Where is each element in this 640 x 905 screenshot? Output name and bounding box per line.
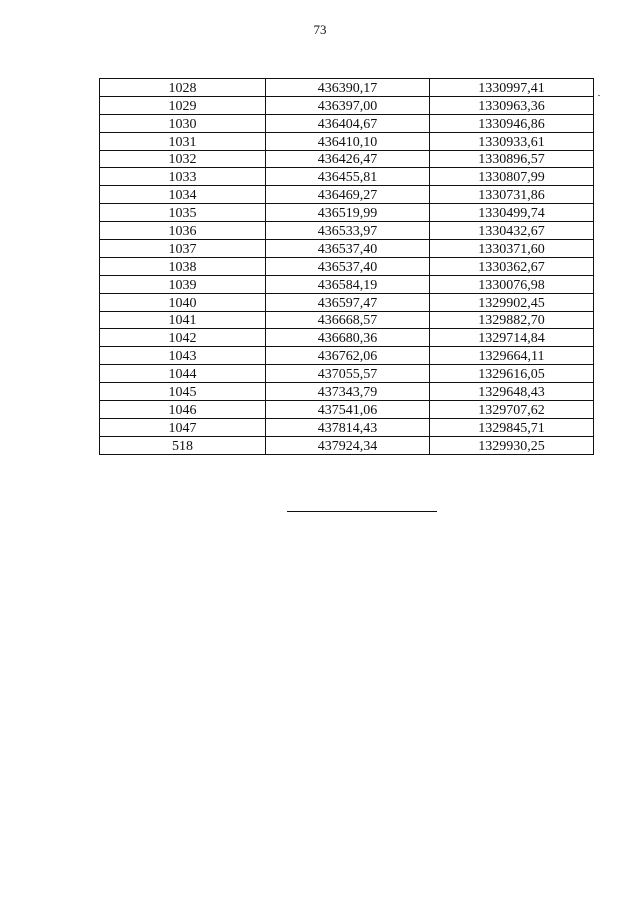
point-number-cell: 1040 (100, 293, 266, 311)
point-number-cell: 1034 (100, 186, 266, 204)
table-row (100, 329, 594, 347)
point-number-cell: 1046 (100, 401, 266, 419)
coordinates-table-body (100, 79, 594, 455)
point-number-cell: 1032 (100, 150, 266, 168)
y-coordinate-cell: 1330371,60 (430, 240, 594, 258)
x-coordinate-cell: 436390,17 (266, 79, 430, 97)
table-row (100, 168, 594, 186)
table-row (100, 311, 594, 329)
x-coordinate-cell: 436597,47 (266, 293, 430, 311)
x-coordinate-cell: 437814,43 (266, 418, 430, 436)
x-coordinate-cell: 436680,36 (266, 329, 430, 347)
table-row (100, 222, 594, 240)
point-number-cell: 1047 (100, 418, 266, 436)
y-coordinate-cell: 1330362,67 (430, 257, 594, 275)
y-coordinate-cell: 1330499,74 (430, 204, 594, 222)
x-coordinate-cell: 437541,06 (266, 401, 430, 419)
coordinates-table (99, 78, 594, 455)
y-coordinate-cell: 1330807,99 (430, 168, 594, 186)
point-number-cell: 1045 (100, 383, 266, 401)
point-number-cell: 1039 (100, 275, 266, 293)
x-coordinate-cell: 436404,67 (266, 114, 430, 132)
y-coordinate-cell: 1329930,25 (430, 436, 594, 454)
point-number-cell: 1033 (100, 168, 266, 186)
point-number-cell: 1028 (100, 79, 266, 97)
y-coordinate-cell: 1329664,11 (430, 347, 594, 365)
table-row (100, 275, 594, 293)
table-row (100, 418, 594, 436)
table-row (100, 240, 594, 258)
point-number-cell: 1035 (100, 204, 266, 222)
point-number-cell: 1042 (100, 329, 266, 347)
y-coordinate-cell: 1330076,98 (430, 275, 594, 293)
x-coordinate-cell: 436533,97 (266, 222, 430, 240)
x-coordinate-cell: 436537,40 (266, 257, 430, 275)
table-row (100, 383, 594, 401)
y-coordinate-cell: 1330963,36 (430, 96, 594, 114)
y-coordinate-cell: 1330997,41 (430, 79, 594, 97)
y-coordinate-cell: 1329648,43 (430, 383, 594, 401)
x-coordinate-cell: 436668,57 (266, 311, 430, 329)
table-row (100, 132, 594, 150)
table-row (100, 96, 594, 114)
x-coordinate-cell: 437924,34 (266, 436, 430, 454)
point-number-cell: 1031 (100, 132, 266, 150)
x-coordinate-cell: 436537,40 (266, 240, 430, 258)
y-coordinate-cell: 1330896,57 (430, 150, 594, 168)
table-row (100, 186, 594, 204)
point-number-cell: 1037 (100, 240, 266, 258)
x-coordinate-cell: 436397,00 (266, 96, 430, 114)
table-row (100, 150, 594, 168)
y-coordinate-cell: 1329882,70 (430, 311, 594, 329)
x-coordinate-cell: 437343,79 (266, 383, 430, 401)
x-coordinate-cell: 436584,19 (266, 275, 430, 293)
point-number-cell: 1029 (100, 96, 266, 114)
x-coordinate-cell: 436426,47 (266, 150, 430, 168)
point-number-cell: 1043 (100, 347, 266, 365)
y-coordinate-cell: 1329714,84 (430, 329, 594, 347)
x-coordinate-cell: 436762,06 (266, 347, 430, 365)
page-number: 73 (313, 22, 327, 37)
y-coordinate-cell: 1330731,86 (430, 186, 594, 204)
y-coordinate-cell: 1329845,71 (430, 418, 594, 436)
table-row (100, 114, 594, 132)
table-row (100, 365, 594, 383)
point-number-cell: 1041 (100, 311, 266, 329)
y-coordinate-cell: 1329902,45 (430, 293, 594, 311)
y-coordinate-cell: 1330933,61 (430, 132, 594, 150)
y-coordinate-cell: 1329707,62 (430, 401, 594, 419)
x-coordinate-cell: 436469,27 (266, 186, 430, 204)
y-coordinate-cell: 1330432,67 (430, 222, 594, 240)
point-number-cell: 1038 (100, 257, 266, 275)
table-row (100, 257, 594, 275)
x-coordinate-cell: 436455,81 (266, 168, 430, 186)
point-number-cell: 1036 (100, 222, 266, 240)
scan-speck (598, 95, 600, 96)
point-number-cell: 518 (100, 436, 266, 454)
table-row (100, 436, 594, 454)
table-row (100, 79, 594, 97)
table-row (100, 204, 594, 222)
point-number-cell: 1030 (100, 114, 266, 132)
table-row (100, 293, 594, 311)
y-coordinate-cell: 1330946,86 (430, 114, 594, 132)
y-coordinate-cell: 1329616,05 (430, 365, 594, 383)
point-number-cell: 1044 (100, 365, 266, 383)
x-coordinate-cell: 436519,99 (266, 204, 430, 222)
closing-rule (287, 511, 437, 512)
table-row (100, 347, 594, 365)
x-coordinate-cell: 437055,57 (266, 365, 430, 383)
table-row (100, 401, 594, 419)
x-coordinate-cell: 436410,10 (266, 132, 430, 150)
